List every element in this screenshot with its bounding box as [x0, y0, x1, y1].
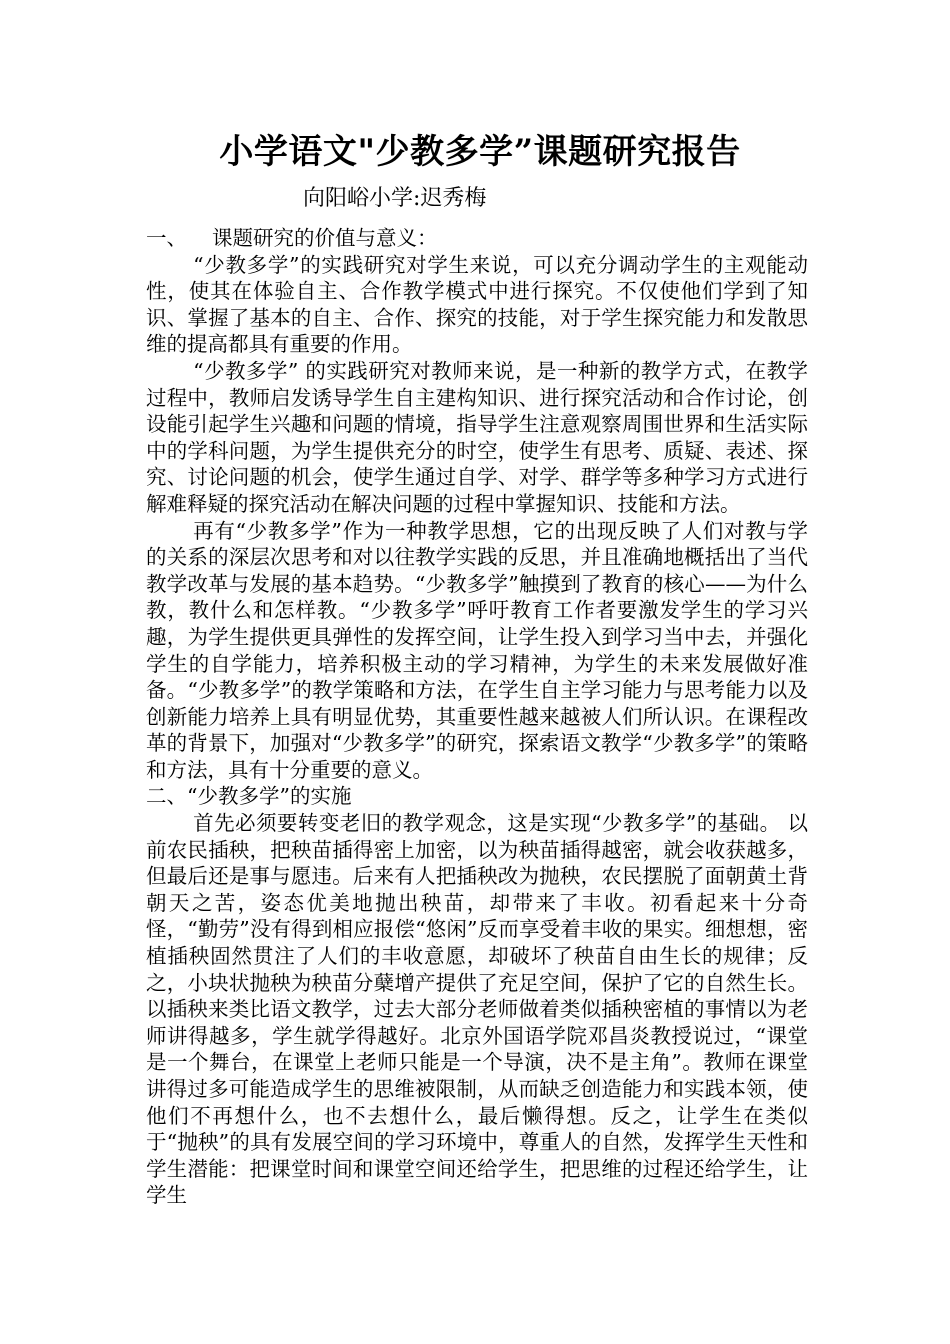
- section-heading: [146, 225, 808, 252]
- section-number: 二、: [146, 784, 187, 809]
- document-author: 向阳峪小学:迟秀梅: [303, 186, 487, 211]
- body-paragraph: “少教多学” 的实践研究对教师来说，是一种新的教学方式，在教学过程中，教师启发诱导学生自主建构知识、进行探究活动和合作讨论，创设能引起学生兴趣和问题的情境，指导学生注意观察周围世界和生活实际中的学科问题，为学生提供充分的时空，使学生有思考、质疑、表述、探究、讨论问题的机会，使学生通过自学、对学、群学等多种学习方式进行解难释疑的探究活动在解决问题的过程中掌握知识、技能和方法。: [146, 358, 808, 516]
- section-number: 一、: [146, 226, 187, 250]
- document-title: 小学语文"少教多学”课题研究报告: [219, 132, 741, 172]
- section-heading-text: “少教多学”的实施: [187, 784, 352, 809]
- section-heading-text: 课题研究的价值与意义：: [212, 226, 438, 250]
- body-paragraph: “少教多学”的实践研究对学生来说，可以充分调动学生的主观能动性，使其在体验自主、合作教学模式中进行探究。不仅使他们学到了知识、掌握了基本的自主、合作、探究的技能，对于学生探究能力和发散思维的提高都具有重要的作用。: [146, 252, 808, 357]
- body-paragraph: 再有“少教多学”作为一种教学思想，它的出现反映了人们对教与学的关系的深层次思考和对以往教学实践的反思，并且准确地概括出了当代教学改革与发展的基本趋势。“少教多学”触摸到了教育的核心——为什么教，教什么和怎样教。“少教多学”呼吁教育工作者要激发学生的学习兴趣，为学生提供更具弹性的发挥空间，让学生投入到学习当中去，并强化学生的自学能力，培养积极主动的学习精神，为学生的未来发展做好准备。“少教多学”的教学策略和方法，在学生自主学习能力与思考能力以及创新能力培养上具有明显优势，其重要性越来越被人们所认识。在课程改革的背景下，加强对“少教多学”的研究，探索语文教学“少教多学”的策略和方法，具有十分重要的意义。: [146, 518, 808, 782]
- section-heading: [146, 783, 808, 810]
- body-paragraph: 首先必须要转变老旧的教学观念，这是实现“少教多学”的基础。 以前农民插秧，把秧苗插得密上加密，以为秧苗插得越密，就会收获越多，但最后还是事与愿违。后来有人把插秧改为抛秧，农民摆脱了面朝黄土背朝天之苦，姿态优美地抛出秧苗，却带来了丰收。初看起来十分奇怪，“勤劳”没有得到相应报偿“悠闲”反而享受着丰收的果实。细想想，密植插秧固然贯注了人们的丰收意愿，却破坏了秧苗自由生长的规律；反之，小块状抛秧为秧苗分蘖增产提供了充足空间，保护了它的自然生长。以插秧来类比语文教学，过去大部分老师做着类似插秧密植的事情以为老师讲得越多，学生就学得越好。北京外国语学院邓昌炎教授说过，“课堂是一个舞台，在课堂上老师只能是一个导演，决不是主角”。教师在课堂讲得过多可能造成学生的思维被限制，从而缺乏创造能力和实践本领，使他们不再想什么，也不去想什么，最后懒得想。反之，让学生在类似于“抛秧”的具有发展空间的学习环境中，尊重人的自然，发挥学生天性和学生潜能：把课堂时间和课堂空间还给学生，把思维的过程还给学生，让学生: [146, 811, 808, 1208]
- document-body: [146, 225, 808, 1209]
